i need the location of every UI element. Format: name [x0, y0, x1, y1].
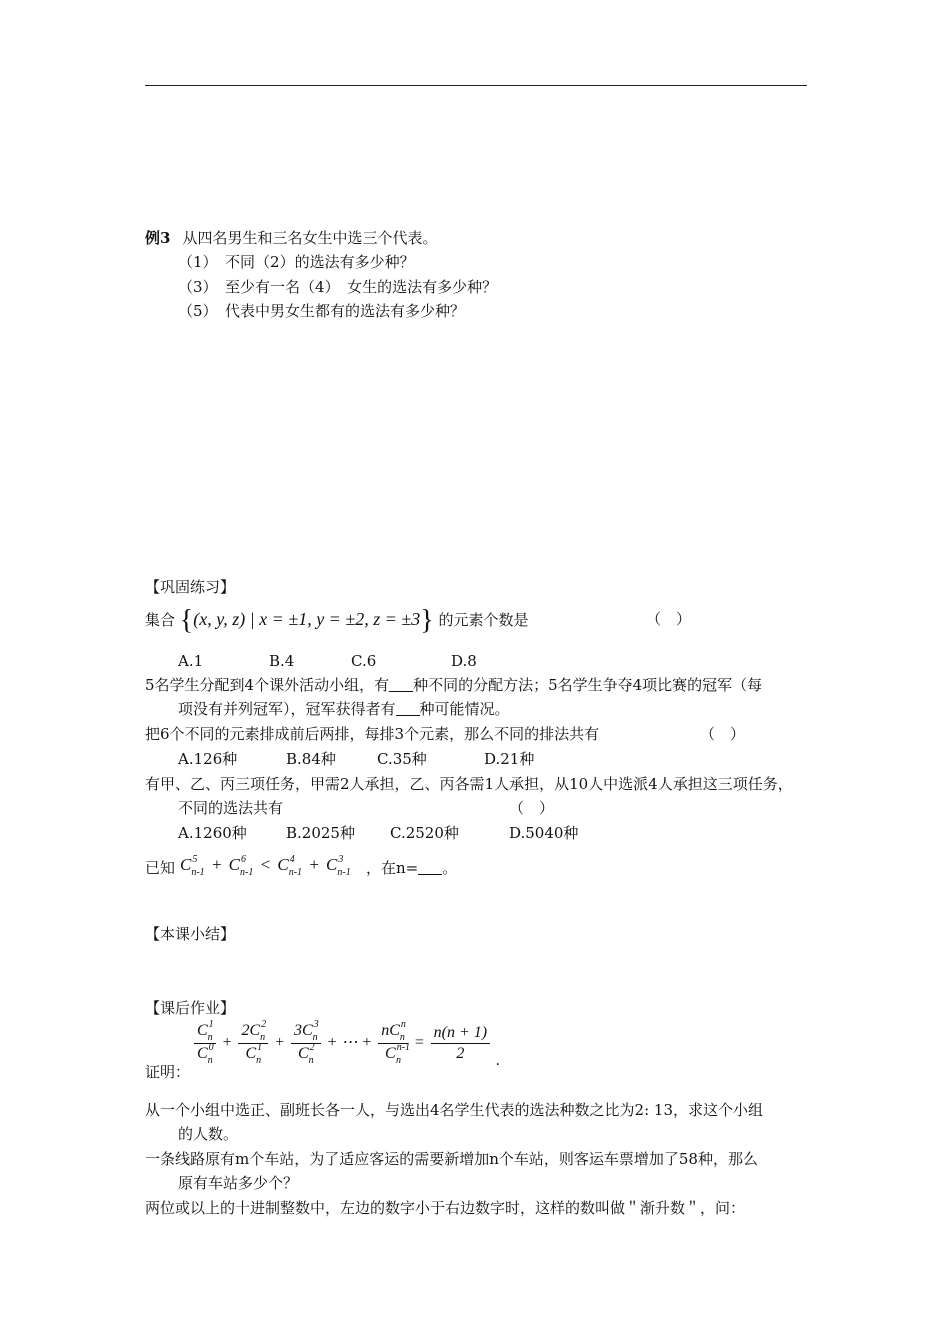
q1-answer-paren: （ ）: [646, 610, 692, 628]
q5-suffix-a: ，在n=: [366, 859, 419, 877]
q5-inequality: $C^5_{n-1} + C^6_{n-1} < C^4_{n-1} + C^3_{n-1}$: [180, 854, 351, 878]
q4-line-1: 有甲、乙、丙三项任务，甲需2人承担，乙、丙各需1人承担，从10人中选派4人承担这三项任务，: [145, 775, 793, 793]
q1-option-d: D.8: [451, 652, 477, 670]
term-1: $\frac{C^1_n}{C^0_n}$: [194, 1021, 216, 1066]
q1-option-b: B.4: [269, 652, 295, 670]
term-n: $\frac{nC^n_n}{C^{n-1}_n}$: [378, 1021, 408, 1066]
homework-item-2-line-1: 一条线路原有m个车站，为了适应客运的需要新增加n个车站，则客运车票增加了58种，那么: [145, 1150, 758, 1168]
proof-equation: $\frac{C^1_n}{C^0_n}$ + $\frac{2C^2_n}{C^1_n}$ + $\frac{3C^3_n}{C^2_n}$ + ⋯ + $\frac{nC^n_n}{C^{n-1}_n}$ = $\frac{n(n + 1)}{2}$ .: [192, 1021, 500, 1071]
q2-line1-b: 种不同的分配方法；5名学生争夺4项比赛的冠军（每: [413, 676, 763, 694]
homework-item-1-line-2: 的人数。: [178, 1125, 239, 1143]
q1-set-expression: (x, y, z) | x = ±1, y = ±2, z = ±3: [193, 609, 421, 629]
q2-line2-b: 种可能情况。: [419, 700, 510, 718]
q2-line-1: [145, 675, 762, 695]
result: $\frac{n(n + 1)}{2}$: [431, 1023, 490, 1064]
q1-prefix: 集合: [145, 611, 176, 629]
right-brace: }: [420, 605, 434, 636]
q2-line1-a: 5名学生分配到4个课外活动小组，有: [145, 676, 390, 694]
proof-prefix: 证明：: [145, 1063, 191, 1081]
practice-q1: [145, 602, 529, 636]
term-3: $\frac{3C^3_n}{C^2_n}$: [291, 1021, 321, 1066]
example3-line-2: （3） 至少有一名（4） 女生的选法有多少种？: [178, 278, 498, 296]
q4-option-b: B.2025种: [286, 824, 355, 842]
q3-option-b: B.84种: [286, 750, 336, 768]
example3-line-3: （5） 代表中男女生都有的选法有多少种？: [178, 302, 466, 320]
q4-line-2: 不同的选法共有: [178, 799, 284, 817]
homework-item-3-line-1: 两位或以上的十进制整数中，左边的数字小于右边数字时，这样的数叫做＂渐升数＂，问：: [145, 1199, 746, 1217]
left-brace: {: [179, 605, 194, 636]
homework-item-2-line-2: 原有车站多少个？: [178, 1174, 299, 1192]
q1-suffix: 的元素个数是: [438, 611, 529, 629]
term-2: $\frac{2C^2_n}{C^1_n}$: [238, 1021, 268, 1066]
q3-option-a: A.126种: [178, 750, 238, 768]
q5-blank: [418, 860, 442, 875]
q2-blank-2: [396, 701, 420, 716]
q4-option-d: D.5040种: [509, 824, 579, 842]
homework-heading: 【课后作业】: [145, 999, 236, 1017]
example3-label: 例3: [145, 229, 171, 247]
example3-text: 从四名男生和三名女生中选三个代表。: [182, 229, 438, 247]
q1-option-a: A.1: [178, 652, 204, 670]
q3-option-c: C.35种: [377, 750, 427, 768]
q4-answer-paren: （ ）: [509, 799, 555, 817]
q4-option-a: A.1260种: [178, 824, 247, 842]
q5-suffix: [366, 858, 457, 878]
header-rule: [145, 85, 807, 86]
q3-option-d: D.21种: [484, 750, 535, 768]
q2-line-2: [178, 699, 510, 719]
practice-heading: 【巩固练习】: [145, 578, 236, 596]
q1-option-c: C.6: [351, 652, 377, 670]
q5-prefix: 已知: [145, 859, 176, 877]
example3-heading: [145, 228, 437, 248]
q3-text: 把6个不同的元素排成前后两排，每排3个元素，那么不同的排法共有: [145, 725, 600, 743]
q4-option-c: C.2520种: [390, 824, 459, 842]
q5-suffix-b: 。: [442, 859, 458, 877]
q3-answer-paren: （ ）: [700, 725, 746, 743]
example3-line-1: （1） 不同（2）的选法有多少种？: [178, 253, 415, 271]
homework-item-1-line-1: 从一个小组中选正、副班长各一人，与选出4名学生代表的选法种数之比为2: 13，求这个小组: [145, 1101, 763, 1119]
summary-heading: 【本课小结】: [145, 925, 236, 943]
q2-blank-1: [389, 677, 413, 692]
q2-line2-a: 项没有并列冠军），冠军获得者有: [178, 700, 396, 718]
